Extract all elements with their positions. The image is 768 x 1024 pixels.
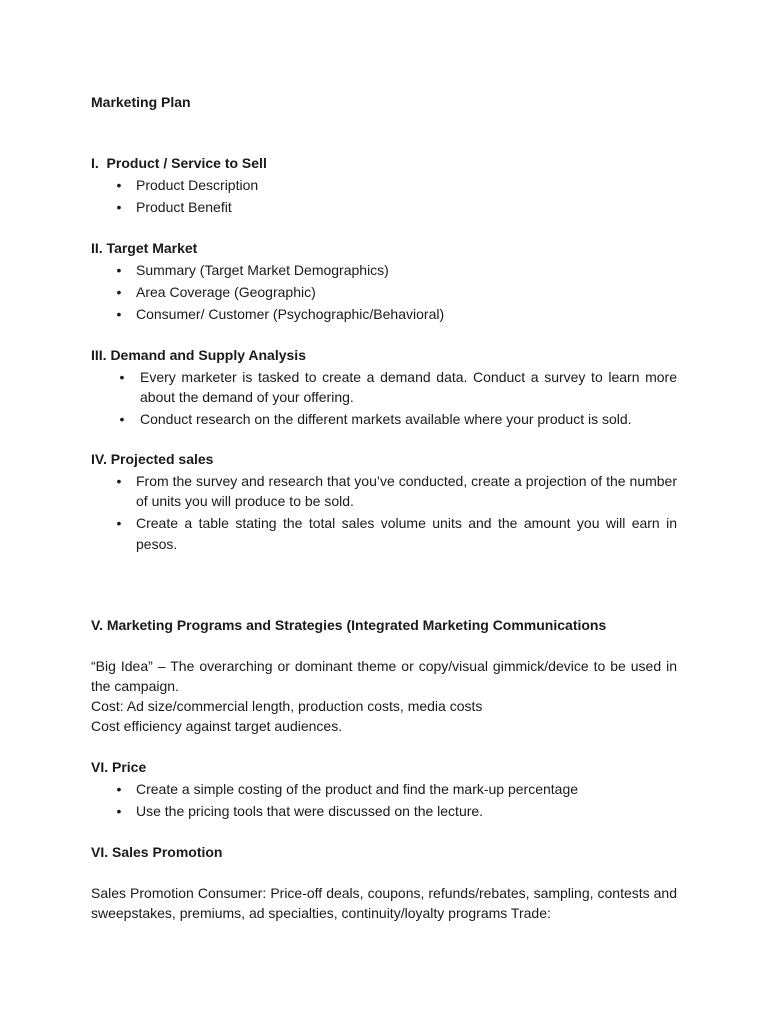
section-heading-target-market: II. Target Market bbox=[91, 240, 198, 256]
list-item: • Consumer/ Customer (Psychographic/Behavioral) bbox=[91, 304, 677, 325]
list-item: • Summary (Target Market Demographics) bbox=[91, 260, 677, 281]
projected-sales-list bbox=[91, 471, 677, 555]
section-heading-marketing-programs: V. Marketing Programs and Strategies (Integrated Marketing Communications bbox=[91, 617, 607, 633]
list-item: • Product Description bbox=[91, 175, 677, 196]
document-title: Marketing Plan bbox=[91, 94, 191, 110]
section-heading-sales-promotion: VI. Sales Promotion bbox=[91, 844, 223, 860]
section-heading-demand-supply: III. Demand and Supply Analysis bbox=[91, 347, 306, 363]
bullet-icon: • bbox=[116, 262, 122, 278]
demand-supply-list bbox=[91, 367, 677, 430]
section-heading-product: I. Product / Service to Sell bbox=[91, 155, 267, 171]
list-item: • Conduct research on the different markets available where your product is sold. bbox=[91, 409, 677, 430]
bullet-icon: • bbox=[116, 306, 122, 322]
big-idea-paragraph: “Big Idea” – The overarching or dominant theme or copy/visual gimmick/device to be used in the campaign. bbox=[91, 658, 677, 694]
bullet-icon: • bbox=[116, 781, 122, 797]
bullet-icon: • bbox=[116, 473, 122, 489]
list-item: • Area Coverage (Geographic) bbox=[91, 282, 677, 303]
section-heading-projected-sales: IV. Projected sales bbox=[91, 451, 214, 467]
price-list bbox=[91, 779, 677, 822]
bullet-icon: • bbox=[116, 177, 122, 193]
target-market-list bbox=[91, 260, 677, 325]
cost-line: Cost: Ad size/commercial length, production costs, media costs bbox=[91, 698, 483, 714]
list-item: • Every marketer is tasked to create a demand data. Conduct a survey to learn more about the demand of your offering. bbox=[119, 369, 677, 405]
product-list bbox=[91, 175, 677, 218]
bullet-icon: • bbox=[119, 411, 125, 427]
list-item: • Create a simple costing of the product and find the mark-up percentage bbox=[91, 779, 677, 800]
sales-promotion-paragraph: Sales Promotion Consumer: Price-off deals, coupons, refunds/rebates, sampling, contests and sweepstakes, premiums, ad specialties, continuity/loyalty programs Trade: bbox=[91, 885, 677, 921]
bullet-icon: • bbox=[116, 284, 122, 300]
section-heading-price: VI. Price bbox=[91, 759, 147, 775]
bullet-icon: • bbox=[119, 369, 125, 385]
list-item: • Create a table stating the total sales volume units and the amount you will earn in pesos. bbox=[116, 515, 677, 552]
list-item: • From the survey and research that you’ve conducted, create a projection of the number of units you will produce to be sold. bbox=[116, 473, 677, 509]
bullet-icon: • bbox=[116, 199, 122, 215]
bullet-icon: • bbox=[116, 803, 122, 819]
list-item: • Use the pricing tools that were discussed on the lecture. bbox=[91, 801, 677, 822]
list-item: • Product Benefit bbox=[91, 197, 677, 218]
cost-efficiency-line: Cost efficiency against target audiences. bbox=[91, 718, 343, 734]
document-body bbox=[91, 92, 677, 923]
bullet-icon: • bbox=[116, 515, 122, 531]
